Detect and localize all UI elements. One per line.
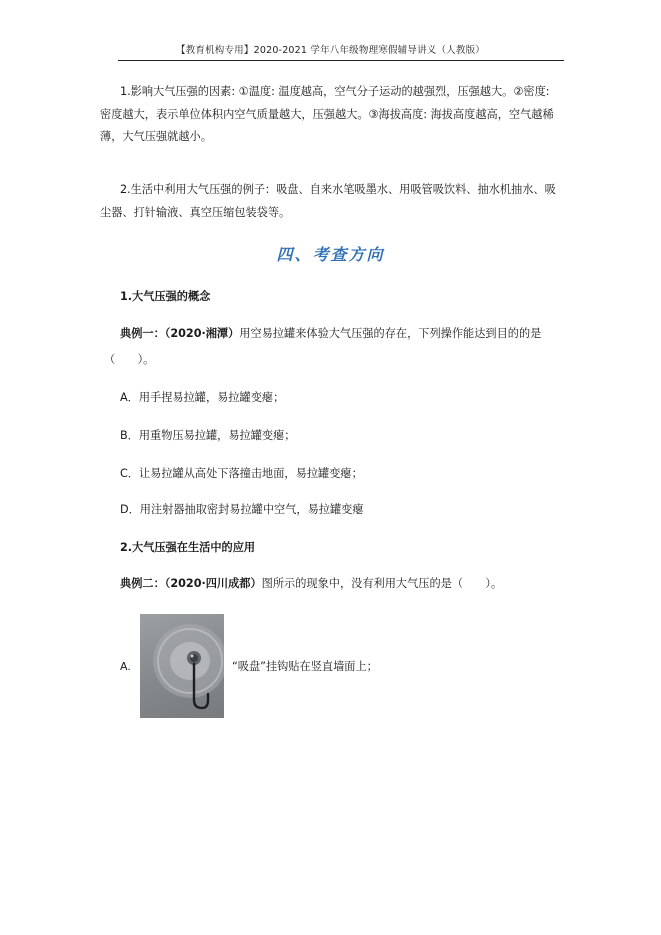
photo-caption: “吸盘”挂钩贴在竖直墙面上；	[232, 660, 378, 673]
option-c: C．让易拉罐从高处下落撞击地面，易拉罐变瘪；	[120, 467, 363, 480]
suction-cup-hook-icon	[140, 614, 224, 718]
option-d: D．用注射器抽取密封易拉罐中空气，易拉罐变瘪	[120, 503, 364, 516]
photo-option-label: A.	[120, 660, 131, 673]
page-header: 【教育机构专用】2020-2021 学年八年级物理寒假辅导讲义（人教版）	[175, 45, 485, 56]
example-two-question	[120, 575, 502, 591]
example-one-text: 用空易拉罐来体验大气压强的存在，下列操作能达到目的的是	[239, 327, 542, 340]
paragraph-factors: 1.影响大气压强的因素: ①温度: 温度越高，空气分子运动的越强烈，压强越大。②密度: 密度越大，表示单位体积内空气质量越大，压强越大。③海拔高度: 海拔高度越高，空气越稀薄，大气压强就越小。	[100, 85, 554, 143]
example-one-label: 典例一：（2020·湘潭）	[120, 327, 240, 340]
example-one-question	[120, 325, 541, 341]
subheading-concept: 1.大气压强的概念	[120, 290, 211, 303]
example-two-text: 图所示的现象中，没有利用大气压的是（ ）。	[261, 577, 503, 590]
example-two-label: 典例二：（2020·四川成都）	[120, 577, 262, 590]
option-a: A．用手捏易拉罐，易拉罐变瘪；	[120, 391, 285, 404]
example-one-blank: （ ）。	[104, 353, 155, 366]
subheading-application: 2.大气压强在生活中的应用	[120, 541, 256, 554]
paragraph-examples: 2.生活中利用大气压强的例子：吸盘、自来水笔吸墨水、用吸管吸饮料、抽水机抽水、吸尘器、打针输液、真空压缩包装袋等。	[100, 183, 556, 219]
option-b: B．用重物压易拉罐，易拉罐变瘪；	[120, 429, 296, 442]
suction-cup-hook-photo	[140, 614, 224, 718]
section-title: 四、考查方向	[276, 245, 385, 264]
header-rule	[118, 60, 564, 61]
